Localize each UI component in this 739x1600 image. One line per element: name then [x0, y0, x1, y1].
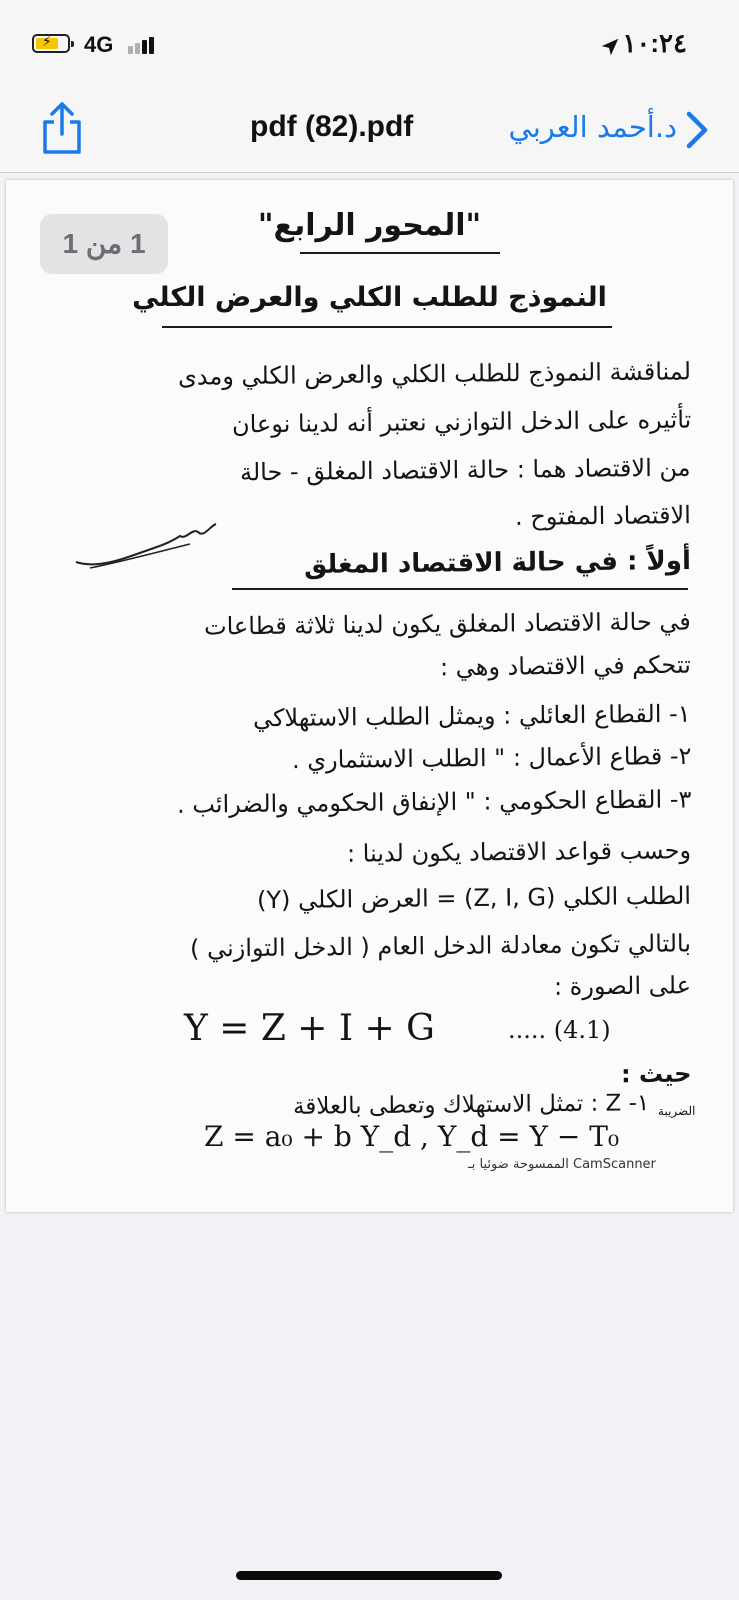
equation-number: ..... (4.1)	[508, 1016, 611, 1044]
chevron-right-icon[interactable]	[685, 110, 709, 150]
intro-line: من الاقتصاد هما : حالة الاقتصاد المغلق - حالة	[240, 453, 692, 487]
location-arrow-icon	[599, 36, 621, 58]
where-item: ١- Z : تمثل الاستهلاك وتعطى بالعلاقة	[292, 1090, 650, 1120]
subtitle-underline	[162, 326, 612, 328]
cellular-signal-icon	[128, 36, 162, 54]
camscanner-watermark: الممسوحة ضوئيا بـ CamScanner	[468, 1157, 656, 1172]
demand-supply-line: الطلب الكلي (Z, I, G) = العرض الكلي (Y)	[256, 881, 692, 915]
section-heading: أولاً : في حالة الاقتصاد المغلق	[303, 545, 692, 581]
income-equation-text: بالتالي تكون معادلة الدخل العام ( الدخل التوازني )	[189, 929, 692, 963]
where-label: حيث :	[620, 1059, 692, 1089]
section-underline	[232, 588, 688, 590]
status-time: ١٠:٢٤	[622, 28, 687, 58]
intro-line: تأثيره على الدخل التوازني نعتبر أنه لدينا نوعان	[231, 405, 692, 439]
tax-note: الضريبة	[657, 1103, 696, 1119]
body-line: في حالة الاقتصاد المغلق يكون لدينا ثلاثة قطاعات	[204, 607, 692, 641]
main-equation: Y = Z + I + G	[184, 1008, 435, 1049]
consumption-equation: Z = a₀ + b Y_d , Y_d = Y − T₀	[204, 1120, 620, 1153]
status-bar	[0, 0, 739, 90]
document-page[interactable]	[6, 180, 733, 1212]
sector-item: ١- القطاع العائلي : ويمثل الطلب الاستهلاكي	[253, 699, 692, 733]
body-line: تتحكم في الاقتصاد وهي :	[440, 650, 692, 682]
document-heading: "المحور الرابع"	[257, 208, 482, 243]
navigation-bar	[0, 90, 739, 173]
home-indicator[interactable]	[236, 1571, 502, 1580]
intro-line: الاقتصاد المفتوح .	[514, 501, 692, 531]
network-type: 4G	[84, 32, 114, 57]
intro-line: لمناقشة النموذج للطلب الكلي والعرض الكلي ومدى	[177, 357, 692, 391]
sector-item: ٣- القطاع الحكومي : " الإنفاق الحكومي والضرائب .	[176, 785, 692, 819]
back-button[interactable]: د.أحمد العربي	[508, 110, 677, 144]
battery-icon	[32, 34, 70, 53]
income-equation-text: على الصورة :	[553, 971, 692, 1001]
share-icon[interactable]	[38, 100, 86, 156]
heading-underline	[300, 252, 500, 254]
sector-item: ٢- قطاع الأعمال : " الطلب الاستثماري .	[291, 741, 692, 775]
document-subtitle: النموذج للطلب الكلي والعرض الكلي	[132, 282, 607, 313]
according-line: وحسب قواعد الاقتصاد يكون لدينا :	[346, 836, 692, 868]
handwritten-signature	[70, 510, 220, 580]
charging-bolt-icon: ⚡	[42, 34, 52, 50]
document-title: pdf (82).pdf	[250, 110, 414, 143]
page-indicator: 1 من 1	[40, 214, 168, 274]
